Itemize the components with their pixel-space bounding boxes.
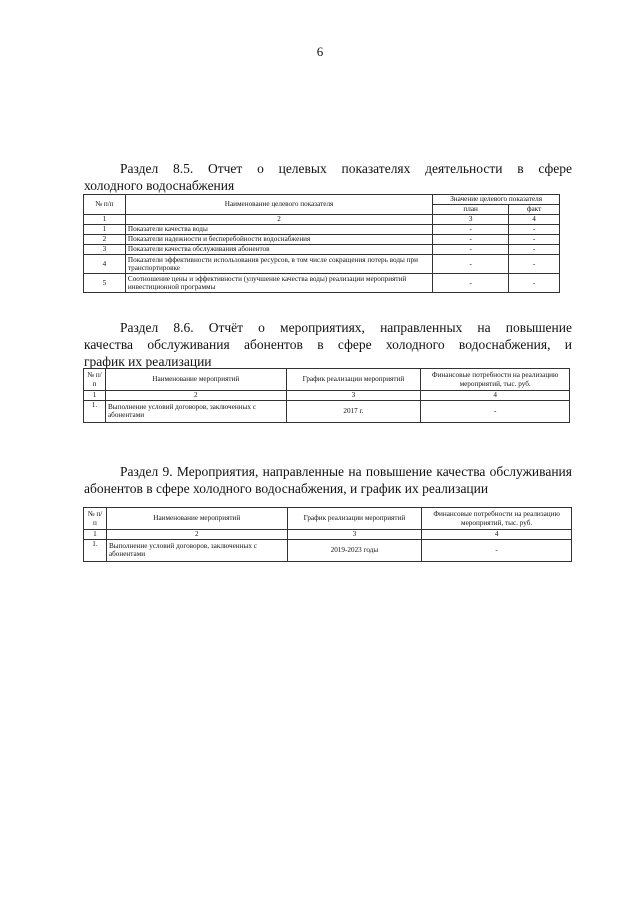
header-num: № п/п bbox=[84, 508, 107, 530]
header-schedule: График реализации мероприятий bbox=[286, 369, 421, 391]
col-num: 2 bbox=[125, 215, 432, 225]
table-row bbox=[84, 274, 560, 293]
section-8-5-heading-line1: Раздел 8.5. Отчет о целевых показателях деятельности в сфере bbox=[120, 161, 572, 176]
row-name: Соотношение цены и эффективности (улучшение качества воды) реализации мероприятий инвестиционной программы bbox=[125, 274, 432, 293]
section-8-6-heading-line2: качества обслуживания абонентов в сфере холодного водоснабжения, и bbox=[84, 337, 572, 352]
row-name: Показатели надежности и бесперебойности водоснабжения bbox=[125, 235, 432, 245]
row-fact: - bbox=[509, 235, 560, 245]
header-schedule: График реализации мероприятий bbox=[287, 508, 422, 530]
col-num: 1 bbox=[84, 391, 106, 401]
header-fact: факт bbox=[509, 205, 560, 215]
row-schedule: 2017 г. bbox=[286, 400, 421, 422]
col-num: 4 bbox=[422, 530, 572, 540]
row-name: Показатели качества воды bbox=[125, 225, 432, 235]
col-num: 2 bbox=[106, 530, 287, 540]
header-indicator-value: Значение целевого показателя bbox=[433, 195, 560, 205]
col-num: 1 bbox=[84, 215, 126, 225]
row-plan: - bbox=[433, 245, 509, 255]
row-plan: - bbox=[433, 274, 509, 293]
header-finance: Финансовые потребности на реализацию мероприятий, тыс. руб. bbox=[421, 369, 570, 391]
row-name: Выполнение условий договоров, заключенных с абонентами bbox=[105, 400, 286, 422]
section-9-heading-line2: абонентов в сфере холодного водоснабжения, и график их реализации bbox=[84, 481, 489, 496]
header-activity-name: Наименование мероприятий bbox=[105, 369, 286, 391]
row-num: 4 bbox=[84, 255, 126, 274]
row-num: 1. bbox=[84, 539, 107, 561]
activities-table-8-6 bbox=[83, 368, 570, 423]
row-fact: - bbox=[509, 245, 560, 255]
column-number-row bbox=[84, 391, 570, 401]
row-plan: - bbox=[433, 235, 509, 245]
col-num: 3 bbox=[287, 530, 422, 540]
column-number-row bbox=[84, 530, 572, 540]
table-row bbox=[84, 235, 560, 245]
row-fact: - bbox=[509, 274, 560, 293]
row-fact: - bbox=[509, 255, 560, 274]
table-row bbox=[84, 225, 560, 235]
section-8-6-heading-line3: график их реализации bbox=[84, 354, 212, 369]
row-num: 5 bbox=[84, 274, 126, 293]
row-finance: - bbox=[421, 400, 570, 422]
row-plan: - bbox=[433, 225, 509, 235]
section-8-6-heading bbox=[84, 319, 572, 370]
col-num: 2 bbox=[105, 391, 286, 401]
table-row bbox=[84, 245, 560, 255]
section-8-6-heading-line1: Раздел 8.6. Отчёт о мероприятиях, направленных на повышение bbox=[120, 320, 572, 335]
table-row bbox=[84, 255, 560, 274]
section-9-heading bbox=[84, 463, 572, 497]
row-num: 1 bbox=[84, 225, 126, 235]
row-plan: - bbox=[433, 255, 509, 274]
row-num: 3 bbox=[84, 245, 126, 255]
target-indicators-table bbox=[83, 194, 560, 293]
section-8-5-heading-line2: холодного водоснабжения bbox=[84, 178, 235, 193]
column-number-row bbox=[84, 215, 560, 225]
row-fact: - bbox=[509, 225, 560, 235]
col-num: 3 bbox=[286, 391, 421, 401]
header-activity-name: Наименование мероприятий bbox=[106, 508, 287, 530]
header-indicator-name: Наименование целевого показателя bbox=[125, 195, 432, 215]
row-num: 1. bbox=[84, 400, 106, 422]
col-num: 1 bbox=[84, 530, 107, 540]
col-num: 3 bbox=[433, 215, 509, 225]
col-num: 4 bbox=[509, 215, 560, 225]
row-name: Показатели эффективности использования ресурсов, в том числе сокращения потерь воды при транспортировке bbox=[125, 255, 432, 274]
table-row bbox=[84, 400, 570, 422]
row-name: Выполнение условий договоров, заключенных с абонентами bbox=[106, 539, 287, 561]
table-row bbox=[84, 539, 572, 561]
col-num: 4 bbox=[421, 391, 570, 401]
header-num: № п/п bbox=[84, 195, 126, 215]
header-finance: Финансовые потребности на реализацию мероприятий, тыс. руб. bbox=[422, 508, 572, 530]
activities-table-9 bbox=[83, 507, 572, 562]
header-plan: план bbox=[433, 205, 509, 215]
header-num: № п/п bbox=[84, 369, 106, 391]
row-schedule: 2019-2023 годы bbox=[287, 539, 422, 561]
row-name: Показатели качества обслуживания абонентов bbox=[125, 245, 432, 255]
section-9-heading-line1: Раздел 9. Мероприятия, направленные на повышение качества обслуживания bbox=[120, 464, 572, 479]
row-finance: - bbox=[422, 539, 572, 561]
row-num: 2 bbox=[84, 235, 126, 245]
page-number: 6 bbox=[316, 44, 324, 59]
section-8-5-heading bbox=[84, 160, 572, 194]
